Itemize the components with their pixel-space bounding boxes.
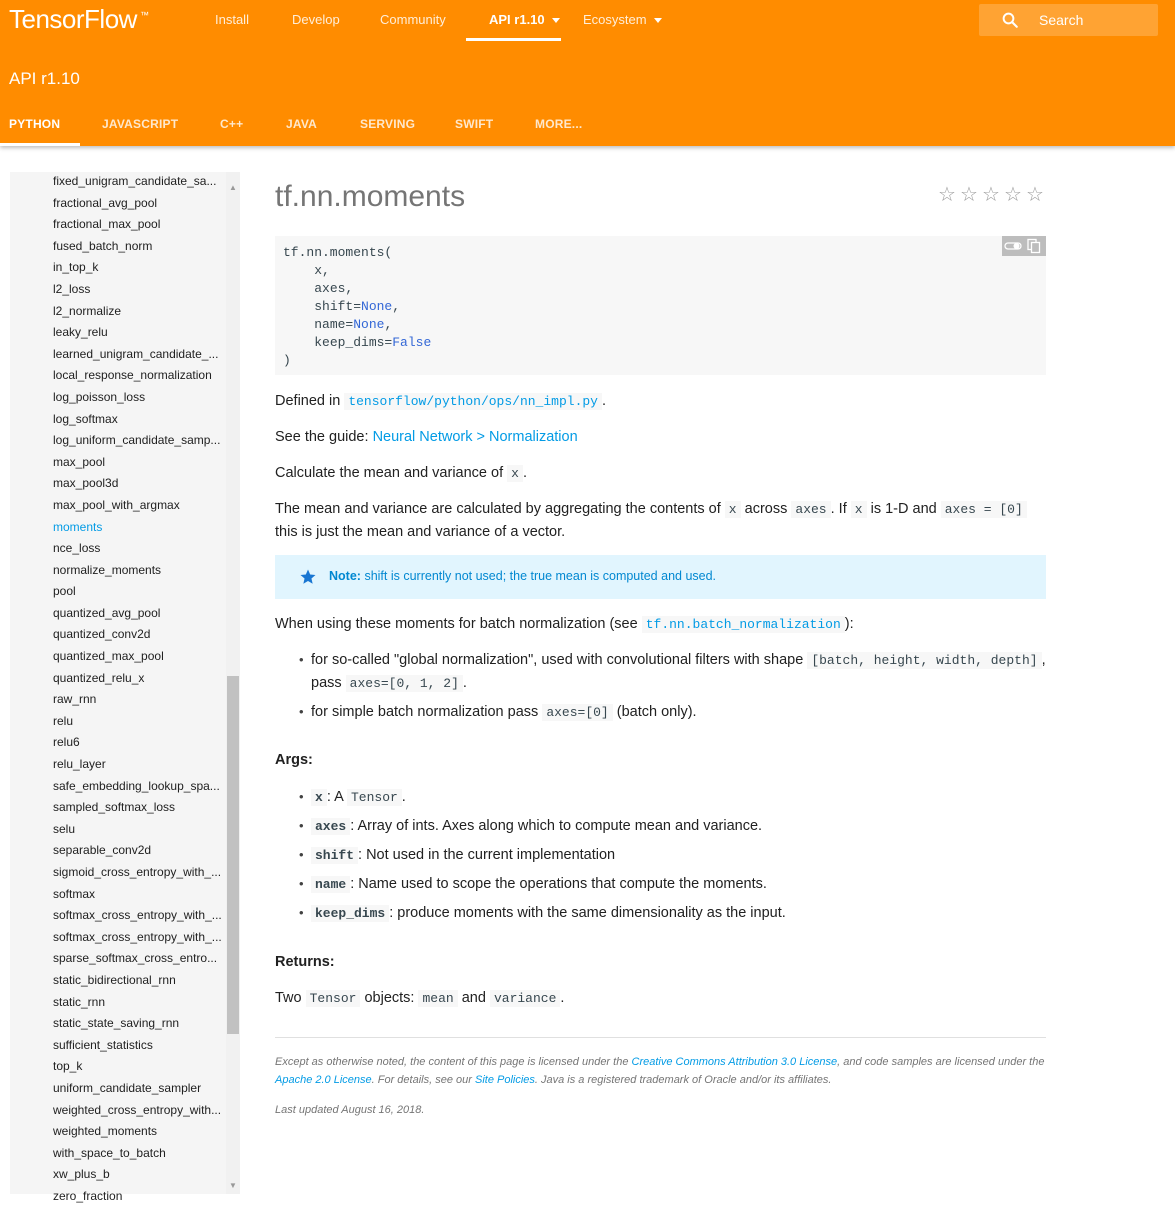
nav-ecosystem[interactable]: Ecosystem	[583, 12, 662, 27]
sidebar-list	[10, 171, 226, 1208]
sidebar-item-link[interactable]: fused_batch_norm	[53, 238, 153, 253]
cc-license-link[interactable]: Creative Commons Attribution 3.0 License	[631, 1056, 838, 1068]
sidebar-item[interactable]	[10, 668, 226, 690]
sidebar-item[interactable]	[10, 193, 226, 215]
sidebar-item[interactable]	[10, 1035, 226, 1057]
sidebar-item[interactable]	[10, 862, 226, 884]
page-title: tf.nn.moments	[275, 180, 466, 213]
sidebar-item-link[interactable]: xw_plus_b	[53, 1167, 110, 1182]
sidebar-item[interactable]	[10, 927, 226, 949]
args-heading: Args:	[275, 752, 313, 768]
arg-item-shift: • shift : Not used in the current implementation	[275, 844, 1046, 867]
arg-item-keep-dims: • keep_dims : produce moments with the same dimensionality as the input.	[275, 902, 1046, 925]
sidebar-item-link[interactable]: separable_conv2d	[53, 843, 152, 858]
batch-normalization-link[interactable]: tf.nn.batch_normalization	[642, 616, 845, 632]
sidebar-item[interactable]	[10, 560, 226, 582]
nav-develop[interactable]: Develop	[292, 12, 340, 27]
sidebar-item[interactable]	[10, 517, 226, 539]
dark-theme-toggle-icon[interactable]	[1004, 240, 1022, 252]
sidebar-item[interactable]	[10, 538, 226, 560]
sidebar-item[interactable]	[10, 624, 226, 646]
sidebar-item-link[interactable]: static_state_saving_rnn	[53, 1016, 180, 1031]
nav-active-indicator	[466, 38, 561, 41]
search-input[interactable]	[1039, 10, 1149, 30]
license-text: Except as otherwise noted, the content of this page is licensed under the Creative Commons Attribution 3.0 License, and code samples are licensed under the Apache 2.0 License. For details, see our Site Policies. Java is a registered trademark of Oracle and/or its affiliates.	[275, 1056, 1045, 1086]
top-bar	[0, 0, 1175, 42]
sidebar-item[interactable]	[10, 884, 226, 906]
sidebar-item[interactable]	[10, 430, 226, 452]
sidebar-item-link[interactable]: in_top_k	[53, 260, 99, 275]
sidebar-item[interactable]	[10, 1078, 226, 1100]
sidebar-item-link[interactable]: nce_loss	[53, 541, 101, 556]
sidebar-item-link[interactable]: weighted_cross_entropy_with...	[53, 1102, 222, 1117]
tab-serving[interactable]: SERVING	[360, 117, 416, 131]
sidebar-item[interactable]	[10, 992, 226, 1014]
sidebar-item[interactable]	[10, 948, 226, 970]
copy-icon[interactable]	[1026, 238, 1042, 254]
sidebar-item-link[interactable]: log_uniform_candidate_samp...	[53, 433, 221, 448]
sidebar-item[interactable]	[10, 387, 226, 409]
sidebar-item-link[interactable]: softmax_cross_entropy_with_...	[53, 929, 222, 944]
sidebar-item-link[interactable]: normalize_moments	[53, 562, 162, 577]
sidebar-item-link[interactable]: weighted_moments	[53, 1124, 158, 1139]
tab-swift[interactable]: SWIFT	[455, 117, 494, 131]
arg-item-name: • name : Name used to scope the operations that compute the moments.	[275, 873, 1046, 896]
sidebar-item[interactable]	[10, 322, 226, 344]
sidebar-item-link[interactable]: learned_unigram_candidate_...	[53, 346, 219, 361]
tab-python[interactable]: PYTHON	[9, 117, 61, 131]
sidebar-item-link[interactable]: softmax_cross_entropy_with_...	[53, 908, 222, 923]
rating-stars	[938, 182, 1048, 206]
scrollbar-thumb[interactable]	[227, 676, 239, 1034]
sidebar-item-link[interactable]: log_softmax	[53, 411, 118, 426]
list-item: • for simple batch normalization pass axes=[0] (batch only).	[275, 701, 1046, 724]
sidebar-item-link[interactable]: quantized_max_pool	[53, 649, 164, 664]
sidebar-item-link[interactable]: softmax	[53, 886, 96, 901]
sidebar-item[interactable]	[10, 344, 226, 366]
sidebar-item-link[interactable]: with_space_to_batch	[53, 1145, 166, 1160]
sidebar-item-link[interactable]: top_k	[53, 1059, 83, 1074]
search-icon[interactable]	[1001, 11, 1019, 29]
description: The mean and variance are calculated by aggregating the contents of x across axes . If x is 1-D and axes = [0] this is just the mean and variance of a vector.	[275, 498, 1046, 543]
sidebar-item[interactable]	[10, 905, 226, 927]
sidebar-item-link[interactable]: local_response_normalization	[53, 368, 212, 383]
scroll-down-icon[interactable]: ▼	[229, 1181, 237, 1190]
sidebar-item-link[interactable]: moments	[53, 519, 103, 534]
sidebar-item[interactable]	[10, 732, 226, 754]
last-updated: Last updated August 16, 2018.	[275, 1104, 425, 1116]
sidebar-item-link[interactable]: sufficient_statistics	[53, 1037, 153, 1052]
sidebar-item-link[interactable]: log_poisson_loss	[53, 389, 146, 404]
scroll-up-icon[interactable]: ▲	[229, 183, 237, 192]
sidebar-item[interactable]	[10, 970, 226, 992]
chevron-down-icon	[654, 18, 662, 23]
sidebar-item[interactable]	[10, 581, 226, 603]
tab-more[interactable]: MORE...	[535, 117, 583, 131]
arg-item-axes: • axes : Array of ints. Axes along which to compute mean and variance.	[275, 815, 1046, 838]
returns-text: Two Tensor objects: mean and variance .	[275, 990, 565, 1006]
list-item: • for so-called "global normalization", used with convolutional filters with shape [batch, height, width, depth] , pass axes=[0, 1, 2] .	[275, 649, 1046, 695]
sidebar-item-link[interactable]: static_bidirectional_rnn	[53, 972, 176, 987]
sidebar-item-link[interactable]: max_pool	[53, 454, 106, 469]
nav-api[interactable]: API r1.10	[489, 12, 560, 27]
sidebar-item[interactable]	[10, 1143, 226, 1165]
sidebar-item-link[interactable]: sigmoid_cross_entropy_with_...	[53, 865, 222, 879]
apache-license-link[interactable]: Apache 2.0 License	[275, 1074, 372, 1086]
returns-heading: Returns:	[275, 954, 335, 970]
code-tools	[1002, 236, 1046, 256]
sidebar-item[interactable]	[10, 473, 226, 495]
sidebar-item-link[interactable]: leaky_relu	[53, 325, 108, 340]
sidebar-item-link[interactable]: l2_normalize	[53, 303, 122, 318]
sidebar-item[interactable]	[10, 365, 226, 387]
sidebar-item[interactable]	[10, 646, 226, 668]
sidebar-item-link[interactable]: relu_layer	[53, 757, 106, 772]
footer-divider	[275, 1037, 1046, 1038]
sidebar-item[interactable]	[10, 1186, 226, 1208]
sidebar-item[interactable]	[10, 689, 226, 711]
sidebar-item[interactable]	[10, 279, 226, 301]
sidebar-item-link[interactable]: quantized_relu_x	[53, 670, 145, 685]
sidebar-item[interactable]	[10, 797, 226, 819]
guide-link[interactable]: Neural Network > Normalization	[372, 429, 578, 445]
sidebar-item[interactable]	[10, 1121, 226, 1143]
guide-line: See the guide: Neural Network > Normalization	[275, 429, 578, 445]
sidebar-item[interactable]	[10, 1056, 226, 1078]
star-icon	[299, 568, 317, 586]
api-sidebar	[10, 172, 240, 1203]
sidebar-item[interactable]	[10, 495, 226, 517]
tab-active-indicator	[0, 143, 80, 146]
sidebar-item-link[interactable]: selu	[53, 821, 76, 836]
sidebar-item-link[interactable]: static_rnn	[53, 994, 106, 1009]
sidebar-item[interactable]	[10, 840, 226, 862]
sidebar-item-link[interactable]: zero_fraction	[53, 1188, 123, 1203]
sidebar-item-link[interactable]: fractional_max_pool	[53, 217, 161, 232]
site-policies-link[interactable]: Site Policies	[474, 1074, 535, 1086]
sidebar-item[interactable]	[10, 214, 226, 236]
sidebar-item[interactable]	[10, 257, 226, 279]
star-4-icon[interactable]: ☆	[1004, 184, 1022, 206]
site-header	[0, 0, 1175, 146]
sidebar-item-link[interactable]: sampled_softmax_loss	[53, 800, 176, 815]
star-1-icon[interactable]: ☆	[938, 184, 956, 206]
sidebar-item[interactable]	[10, 1164, 226, 1186]
sidebar-item-link[interactable]: fixed_unigram_candidate_sa...	[53, 174, 217, 188]
sidebar-item[interactable]	[10, 301, 226, 323]
sidebar-item-link[interactable]: relu6	[53, 735, 80, 750]
tab-java[interactable]: JAVA	[286, 117, 318, 131]
sidebar-item[interactable]	[10, 754, 226, 776]
summary: Calculate the mean and variance of x .	[275, 465, 527, 481]
sidebar-item[interactable]	[10, 1100, 226, 1122]
tab-javascript[interactable]: JAVASCRIPT	[102, 117, 179, 131]
sidebar-item-link[interactable]: relu	[53, 713, 74, 728]
sidebar-item[interactable]	[10, 236, 226, 258]
star-2-icon[interactable]: ☆	[960, 184, 978, 206]
sidebar-item[interactable]	[10, 776, 226, 798]
batch-norm-list	[275, 649, 1046, 730]
sidebar-item-link[interactable]: quantized_avg_pool	[53, 605, 161, 620]
sidebar-item[interactable]	[10, 819, 226, 841]
tab-cpp[interactable]: C++	[220, 117, 244, 131]
star-5-icon[interactable]: ☆	[1026, 184, 1044, 206]
sidebar-item-link[interactable]: quantized_conv2d	[53, 627, 151, 642]
source-file-link[interactable]: tensorflow/python/ops/nn_impl.py	[344, 393, 602, 409]
signature-code-block: tf.nn.moments( x, axes, shift=None, name=None, keep_dims=False )	[275, 236, 1046, 375]
tensorflow-logo[interactable]: TensorFlow ™	[9, 4, 149, 34]
sidebar-item-link[interactable]: safe_embedding_lookup_spa...	[53, 778, 220, 793]
sidebar-item-link[interactable]: uniform_candidate_sampler	[53, 1080, 202, 1095]
arg-item-x: • x : A Tensor .	[275, 786, 1046, 809]
star-3-icon[interactable]: ☆	[982, 184, 1000, 206]
note-box: Note: shift is currently not used; the true mean is computed and used.	[275, 555, 1046, 599]
sidebar-item[interactable]	[10, 1013, 226, 1035]
sidebar-item-link[interactable]: max_pool3d	[53, 476, 119, 491]
nav-community[interactable]: Community	[380, 12, 446, 27]
sidebar-item[interactable]	[10, 603, 226, 625]
chevron-down-icon	[552, 18, 560, 23]
sidebar-item-link[interactable]: sparse_softmax_cross_entro...	[53, 951, 218, 966]
sidebar-item[interactable]	[10, 171, 226, 193]
sidebar-item-link[interactable]: max_pool_with_argmax	[53, 497, 180, 512]
sidebar-item[interactable]	[10, 452, 226, 474]
sidebar-scrollbar[interactable]	[226, 172, 240, 1194]
sidebar-item-link[interactable]: fractional_avg_pool	[53, 195, 158, 210]
nav-install[interactable]: Install	[215, 12, 249, 27]
args-list	[275, 786, 1046, 931]
sidebar-item[interactable]	[10, 409, 226, 431]
sidebar-item-link[interactable]: pool	[53, 584, 76, 599]
defined-in: Defined in tensorflow/python/ops/nn_impl.py .	[275, 393, 606, 409]
sidebar-item[interactable]	[10, 711, 226, 733]
sidebar-item-link[interactable]: l2_loss	[53, 281, 91, 296]
section-title: API r1.10	[9, 69, 80, 88]
batch-norm-intro: When using these moments for batch normalization (see tf.nn.batch_normalization ):	[275, 616, 854, 632]
sidebar-item-link[interactable]: raw_rnn	[53, 692, 97, 707]
search-box[interactable]	[979, 4, 1158, 36]
